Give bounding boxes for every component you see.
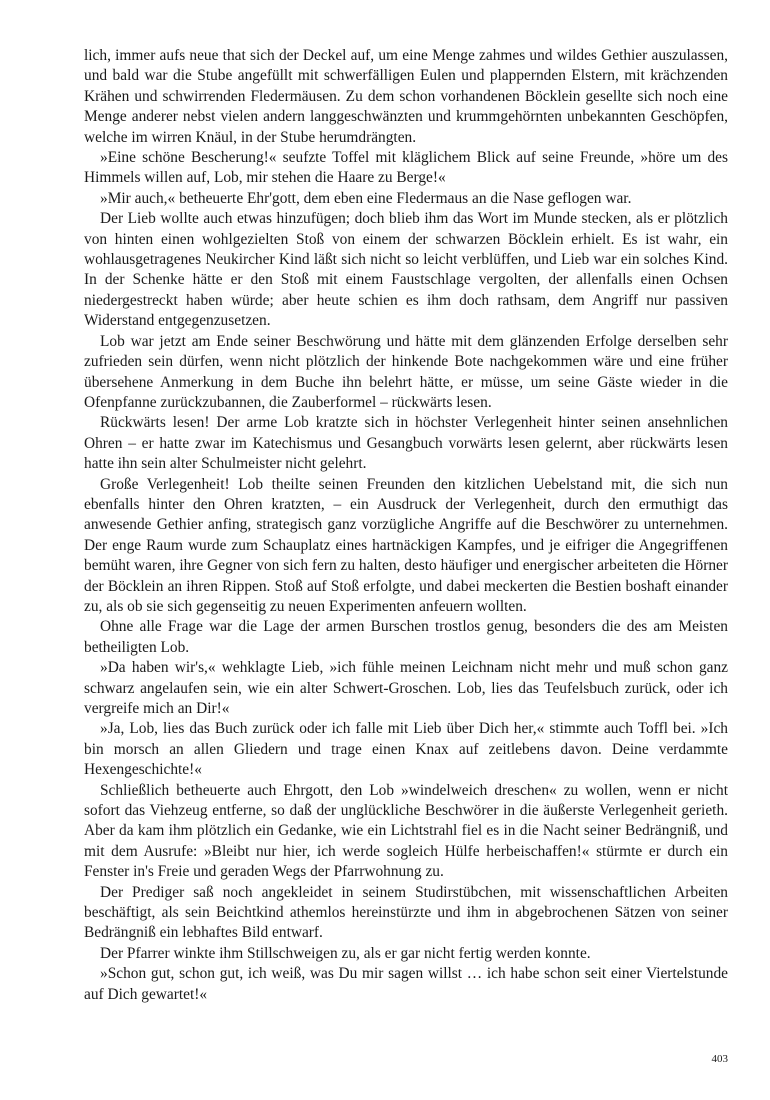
paragraph: »Eine schöne Bescherung!« seufzte Toffel mit kläglichem Blick auf seine Freunde, »höre um des Himmels willen auf, Lob, mir stehen die Haare zu Berge!« [84,149,728,187]
paragraph-continued: lich, immer aufs neue that sich der Deckel auf, um eine Menge zahmes und wildes Gethier auszulassen, und bald war die Stube angefüllt mit schwerfälligen Eulen und plappernden Elstern, mit krächzenden Krähen und schwirrenden Fledermäusen. Zu dem schon vorhandenen Böcklein gesellte sich noch eine Menge anderer nebst vielen andern langgeschwänzten und krummgehörnten unbekannten Geschöpfen, welche im wirren Knäul, in der Stube herumdrängten. [84,47,728,146]
paragraph: Der Prediger saß noch angekleidet in seinem Studirstübchen, mit wissenschaftlichen Arbeiten beschäftigt, als sein Beichtkind athemlos hereinstürzte und ihm in abgebrochenen Sätzen von seiner Bedrängniß ein lebhaftes Bild entwarf. [84,883,728,942]
paragraph: Große Verlegenheit! Lob theilte seinen Freunden den kitzlichen Uebelstand mit, die sich nun ebenfalls hinter den Ohren kratzten, – ein Ausdruck der Verlegenheit, durch den ermuthigt das anwesende Gethier anfing, strategisch ganz vorzügliche Angriffe auf die Beschwörer zu unternehmen. Der enge Raum wurde zum Schauplatz eines hartnäckigen Kampfes, und je eifriger die Angegriffenen bemüht waren, ihre Gegner von sich fern zu halten, desto häufiger und energischer arbeiteten die Hörner der Böcklein an ihren Rippen. Stoß auf Stoß erfolgte, und dabei meckerten die Bestien boshaft einander zu, als ob sie sich gegenseitig zu neuen Experimenten anfeuern wollten. [84,475,728,615]
paragraph: Der Lieb wollte auch etwas hinzufügen; doch blieb ihm das Wort im Munde stecken, als er plötzlich von hinten einen wohlgezielten Stoß von einem der schwarzen Böcklein erhielt. Es ist wahr, ein wohlausgetragenes Neukircher Kind läßt sich nicht so leicht verblüffen, und Lieb war ein solches Kind. In der Schenke hätte er den Stoß mit einem Faustschlage vergolten, der allenfalls einen Ochsen niedergestreckt haben würde; aber heute schien es ihm doch rathsam, dem Angriff nur passiven Widerstand entgegenzusetzen. [84,210,728,330]
paragraph: Lob war jetzt am Ende seiner Beschwörung und hätte mit dem glänzenden Erfolge derselben sehr zufrieden sein dürfen, wenn nicht plötzlich der hinkende Bote nachgekommen wäre und eine früher übersehene Anmerkung in dem Buche ihn belehrt hätte, er müsse, um seine Gäste wieder in die Ofenpfanne zurückzubannen, die Zauberformel – rückwärts lesen. [84,332,728,411]
paragraph: Der Pfarrer winkte ihm Stillschweigen zu, als er gar nicht fertig werden konnte. [100,944,591,962]
book-page-body [84,46,728,1005]
paragraph: »Mir auch,« betheuerte Ehr'gott, dem eben eine Fledermaus an die Nase geflogen war. [100,189,632,207]
paragraph: »Da haben wir's,« wehklagte Lieb, »ich fühle meinen Leichnam nicht mehr und muß schon ganz schwarz angelaufen sein, wie ein alter Schwert-Groschen. Lob, lies das Teufelsbuch zurück, oder ich vergreife mich an Dir!« [84,659,728,717]
page-number: 403 [711,1053,728,1065]
paragraph: »Ja, Lob, lies das Buch zurück oder ich falle mit Lieb über Dich her,« stimmte auch Toffl bei. »Ich bin morsch an allen Gliedern und trage einen Knax auf zeitlebens davon. Deine verdammte Hexengeschichte!« [84,720,728,779]
paragraph: »Schon gut, schon gut, ich weiß, was Du mir sagen willst … ich habe schon seit einer Viertelstunde auf Dich gewartet!« [84,965,728,1003]
paragraph: Schließlich betheuerte auch Ehrgott, den Lob »windelweich dreschen« zu wollen, wenn er nicht sofort das Viehzeug entferne, so daß der unglückliche Beschwörer in die äußerste Verlegenheit gerieth. Aber da kam ihm plötzlich ein Gedanke, wie ein Lichtstrahl fiel es in die Nacht seiner Bedrängniß, und mit dem Ausrufe: »Bleibt nur hier, ich werde sogleich Hülfe herbeischaffen!« stürmte er durch ein Fenster in's Freie und geraden Wegs der Pfarrwohnung zu. [84,781,728,881]
paragraph: Rückwärts lesen! Der arme Lob kratzte sich in höchster Verlegenheit hinter seinen ansehnlichen Ohren – er hatte zwar im Katechismus und Gesangbuch vorwärts lesen gelernt, aber rückwärts lesen hatte ihn sein alter Schulmeister nicht gelehrt. [84,414,728,473]
paragraph: Ohne alle Frage war die Lage der armen Burschen trostlos genug, besonders die des am Meisten betheiligten Lob. [84,618,728,656]
